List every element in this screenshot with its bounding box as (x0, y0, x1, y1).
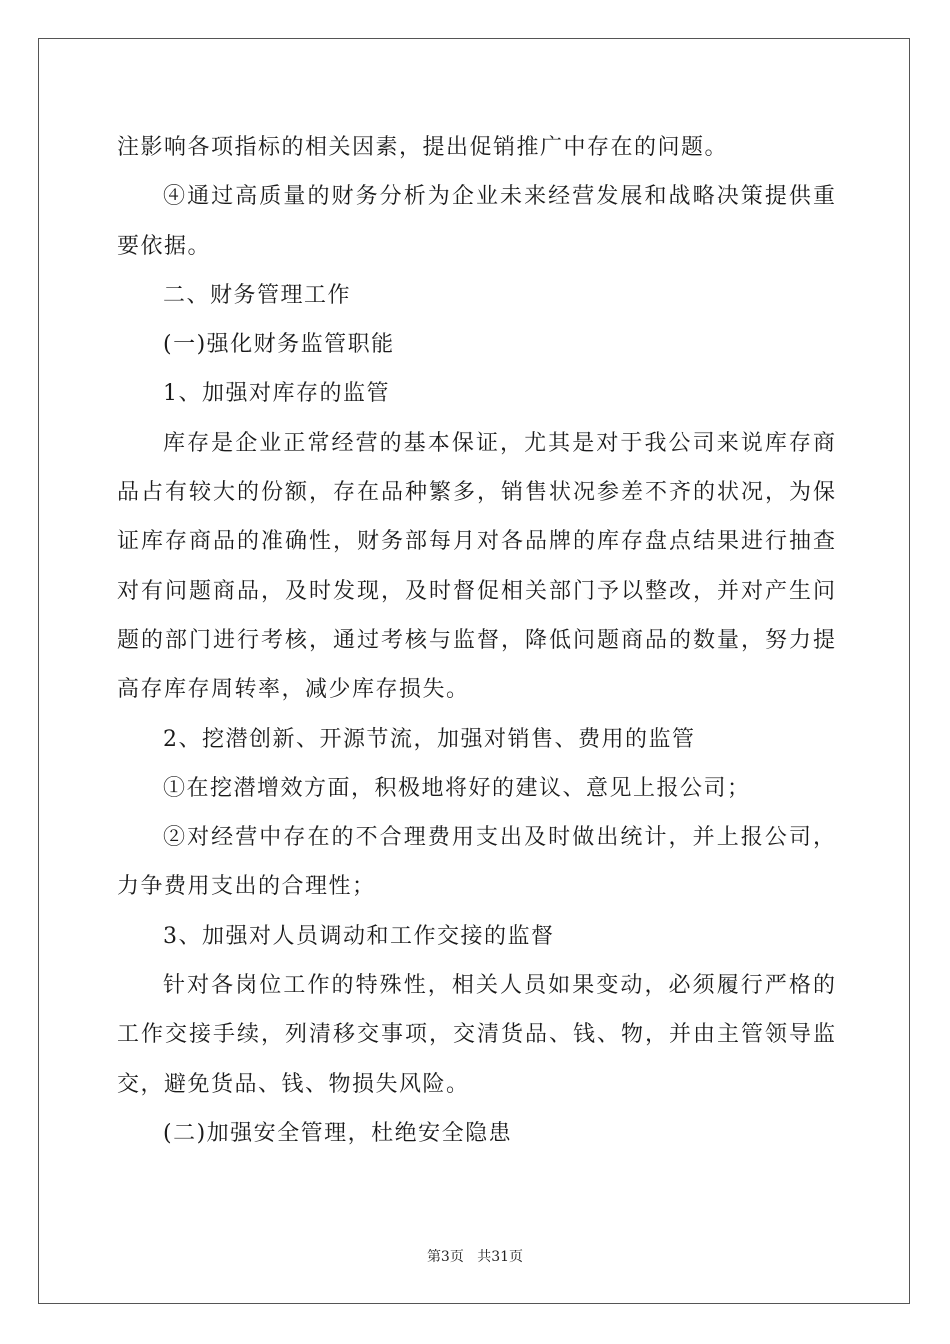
paragraph-line: 注影响各项指标的相关因素，提出促销推广中存在的问题。 (117, 135, 729, 160)
paragraph-line: 力争费用支出的合理性； (117, 874, 376, 900)
section-heading: 二、财务管理工作 (163, 282, 352, 308)
item-heading: 1、加强对库存的监管 (163, 381, 390, 407)
item-heading: 2、挖潜创新、开源节流，加强对销售、费用的监管 (163, 726, 696, 752)
subsection-heading: (二)加强安全管理，杜绝安全隐患 (163, 1120, 513, 1146)
total-pages: 共31页 (477, 1249, 524, 1265)
subsection-heading: (一)强化财务监管职能 (163, 332, 395, 358)
page-footer (0, 1246, 950, 1266)
paragraph-line: ④通过高质量的财务分析为企业未来经营发展和战略决策提供重 (163, 184, 835, 210)
document-body (117, 128, 835, 1163)
paragraph-line: 针对各岗位工作的特殊性，相关人员如果变动，必须履行严格的 (163, 973, 835, 999)
paragraph-line: ②对经营中存在的不合理费用支出及时做出统计，并上报公司， (163, 825, 835, 851)
paragraph-line: 交，避免货品、钱、物损失风险。 (117, 1071, 470, 1097)
paragraph-line: 对有问题商品，及时发现，及时督促相关部门予以整改，并对产生问 (117, 578, 835, 604)
paragraph-line: 要依据。 (117, 233, 212, 259)
paragraph-line: 库存是企业正常经营的基本保证，尤其是对于我公司来说库存商 (163, 430, 835, 456)
item-heading: 3、加强对人员调动和工作交接的监督 (163, 923, 555, 949)
paragraph-line: 证库存商品的准确性，财务部每月对各品牌的库存盘点结果进行抽查 (117, 529, 835, 555)
paragraph-line: 工作交接手续，列清移交事项，交清货品、钱、物，并由主管领导监 (117, 1022, 835, 1048)
paragraph-line: ①在挖潜增效方面，积极地将好的建议、意见上报公司； (163, 775, 751, 801)
paragraph-line: 高存库存周转率，减少库存损失。 (117, 677, 470, 703)
paragraph-line: 品占有较大的份额，存在品种繁多，销售状况参差不齐的状况，为保 (117, 480, 835, 506)
paragraph-line: 题的部门进行考核，通过考核与监督，降低问题商品的数量，努力提 (117, 627, 835, 653)
page-number: 第3页 (426, 1249, 464, 1265)
